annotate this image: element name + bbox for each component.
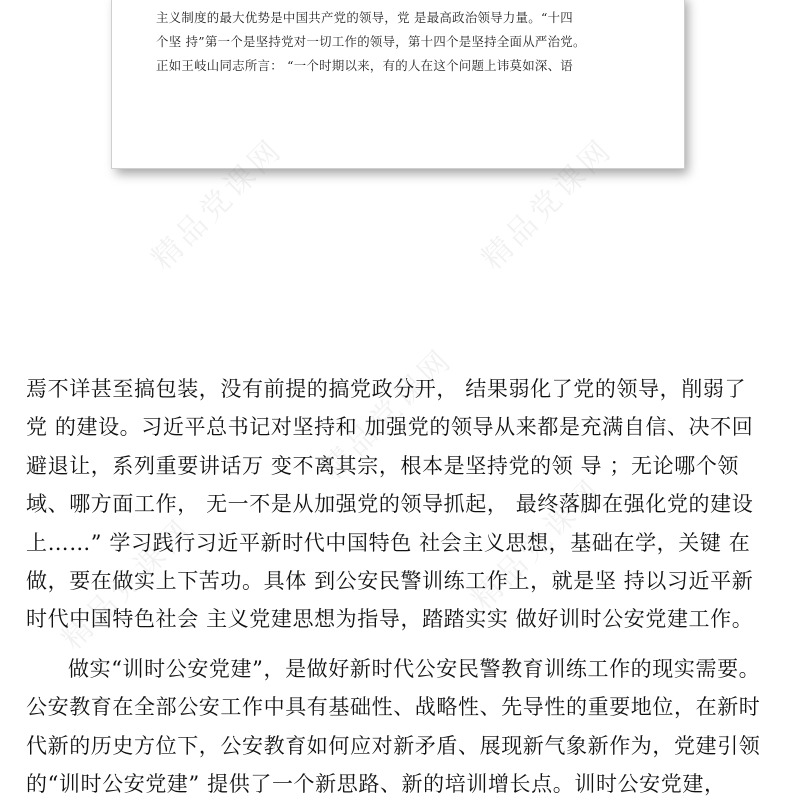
text-line: 时代中国特色社会 主义党建思想为指导，踏踏实实 做好训时公安党建工作。 xyxy=(26,607,754,632)
watermark: 精品党课网 xyxy=(54,511,200,657)
text-line: 避退让，系列重要讲话万 变不离其宗，根本是坚持党的领 导 ；无论哪个领 xyxy=(26,453,740,478)
watermark: 精品党课网 xyxy=(314,341,460,487)
text-line: 党 的建设。习近平总书记对坚持和 加强党的领导从来都是充满自信、决不回 xyxy=(26,415,754,440)
watermark: 精品党课网 xyxy=(474,131,620,277)
text-line: 焉不详甚至搞包装，没有前提的搞党政分开， 结果弱化了党的领导，削弱了 xyxy=(26,377,747,401)
card-line: 个坚 持”第一个是坚持党对一切工作的领导，第十四个是坚持全面从严治党。 xyxy=(156,34,586,49)
watermark: 精品党课网 xyxy=(144,131,290,277)
body-paragraph-2 xyxy=(26,656,786,810)
text-line: 上……” 学习践行习近平新时代中国特色 社会主义思想，基础在学，关键 在 xyxy=(26,530,751,555)
text-line: 的“训时公安党建” 提供了一个新思路、新的培训增长点。训时公安党建， xyxy=(26,772,726,797)
text-line: 公安教育在全部公安工作中具有基础性、战略性、先导性的重要地位，在新时 xyxy=(26,695,761,720)
card-line: 正如王岐山同志所言： “一个时期以来，有的人在这个问题上讳莫如深、语 xyxy=(156,58,573,73)
text-line: 做实“训时公安党建”，是做好新时代公安民警教育训练工作的现实需要。 xyxy=(68,657,761,681)
text-line: 代新的历史方位下，公安教育如何应对新矛盾、展现新气象新作为，党建引领 xyxy=(26,733,761,758)
text-line: 做，要在做实上下苦功。具体 到公安民警训练工作上，就是坚 持以习近平新 xyxy=(26,568,754,593)
text-line: 域、哪方面工作， 无一不是从加强党的领导抓起， 最终落脚在强化党的建设 xyxy=(26,492,754,517)
page-preview-card xyxy=(112,0,684,168)
watermark: 精品党课网 xyxy=(464,471,610,617)
body-paragraph-1 xyxy=(26,376,786,645)
card-line: 主义制度的最大优势是中国共产党的领导，党 是最高政治领导力量。“十四 xyxy=(156,10,573,25)
